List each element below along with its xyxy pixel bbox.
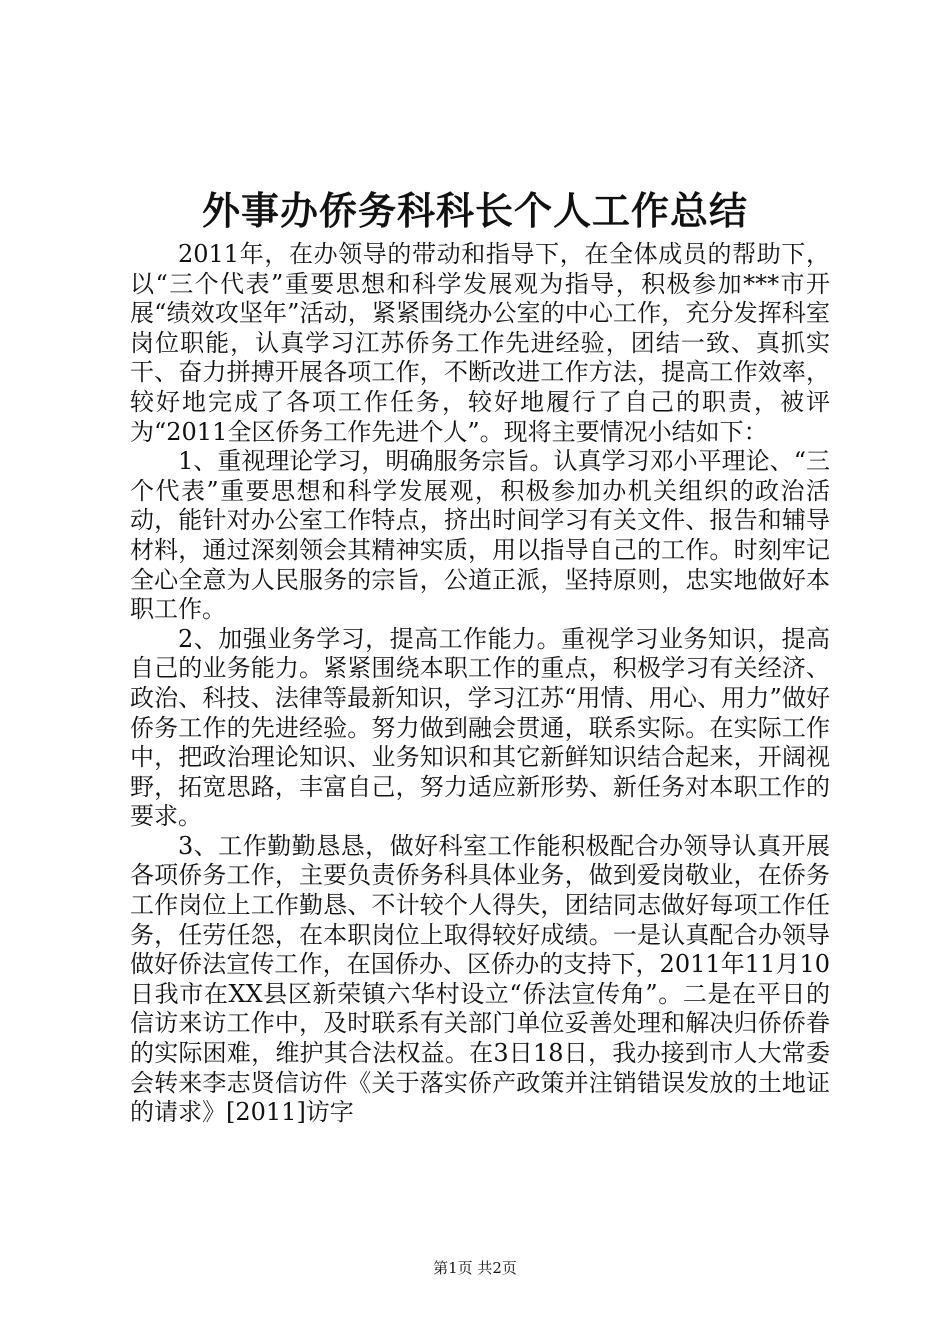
page-footer: 第1页 共2页	[433, 1259, 517, 1277]
document-body	[130, 240, 830, 1128]
paragraph-theory-study: 1、重视理论学习，明确服务宗旨。认真学习邓小平理论、“三个代表”重要思想和科学发展观，积极参加办机关组织的政治活动，能针对办公室工作特点，挤出时间学习有关文件、报告和辅导材料，通过深刻领会其精神实质，用以指导自己的工作。时刻牢记全心全意为人民服务的宗旨，公道正派，坚持原则，忠实地做好本职工作。	[130, 447, 830, 624]
paragraph-intro: 2011年，在办领导的带动和指导下，在全体成员的帮助下，以“三个代表”重要思想和科学发展观为指导，积极参加***市开展“绩效攻坚年”活动，紧紧围绕办公室的中心工作，充分发挥科室岗位职能，认真学习江苏侨务工作先进经验，团结一致、真抓实干、奋力拼搏开展各项工作，不断改进工作方法，提高工作效率，较好地完成了各项工作任务，较好地履行了自己的职责，被评为“2011全区侨务工作先进个人”。现将主要情况小结如下：	[130, 240, 830, 446]
paragraph-diligent-work: 3、工作勤勤恳恳，做好科室工作能积极配合办领导认真开展各项侨务工作，主要负责侨务科具体业务，做到爱岗敬业，在侨务工作岗位上工作勤恳、不计较个人得失，团结同志做好每项工作任务，任劳任怨，在本职岗位上取得较好成绩。一是认真配合办领导做好侨法宣传工作，在国侨办、区侨办的支持下，2011年11月10日我市在XX县区新荣镇六华村设立“侨法宣传角”。二是在平日的信访来访工作中，及时联系有关部门单位妥善处理和解决归侨侨眷的实际困难，维护其合法权益。在3日18日，我办接到市人大常委会转来李志贤信访件《关于落实侨产政策并注销错误发放的土地证的请求》[2011]访字	[130, 831, 830, 1127]
paragraph-business-study: 2、加强业务学习，提高工作能力。重视学习业务知识，提高自己的业务能力。紧紧围绕本职工作的重点，积极学习有关经济、政治、科技、法律等最新知识，学习江苏“用情、用心、用力”做好侨务工作的先进经验。努力做到融会贯通，联系实际。在实际工作中，把政治理论知识、业务知识和其它新鲜知识结合起来，开阔视野，拓宽思路，丰富自己，努力适应新形势、新任务对本职工作的要求。	[130, 624, 830, 831]
document-title: 外事办侨务科科长个人工作总结	[201, 188, 748, 233]
